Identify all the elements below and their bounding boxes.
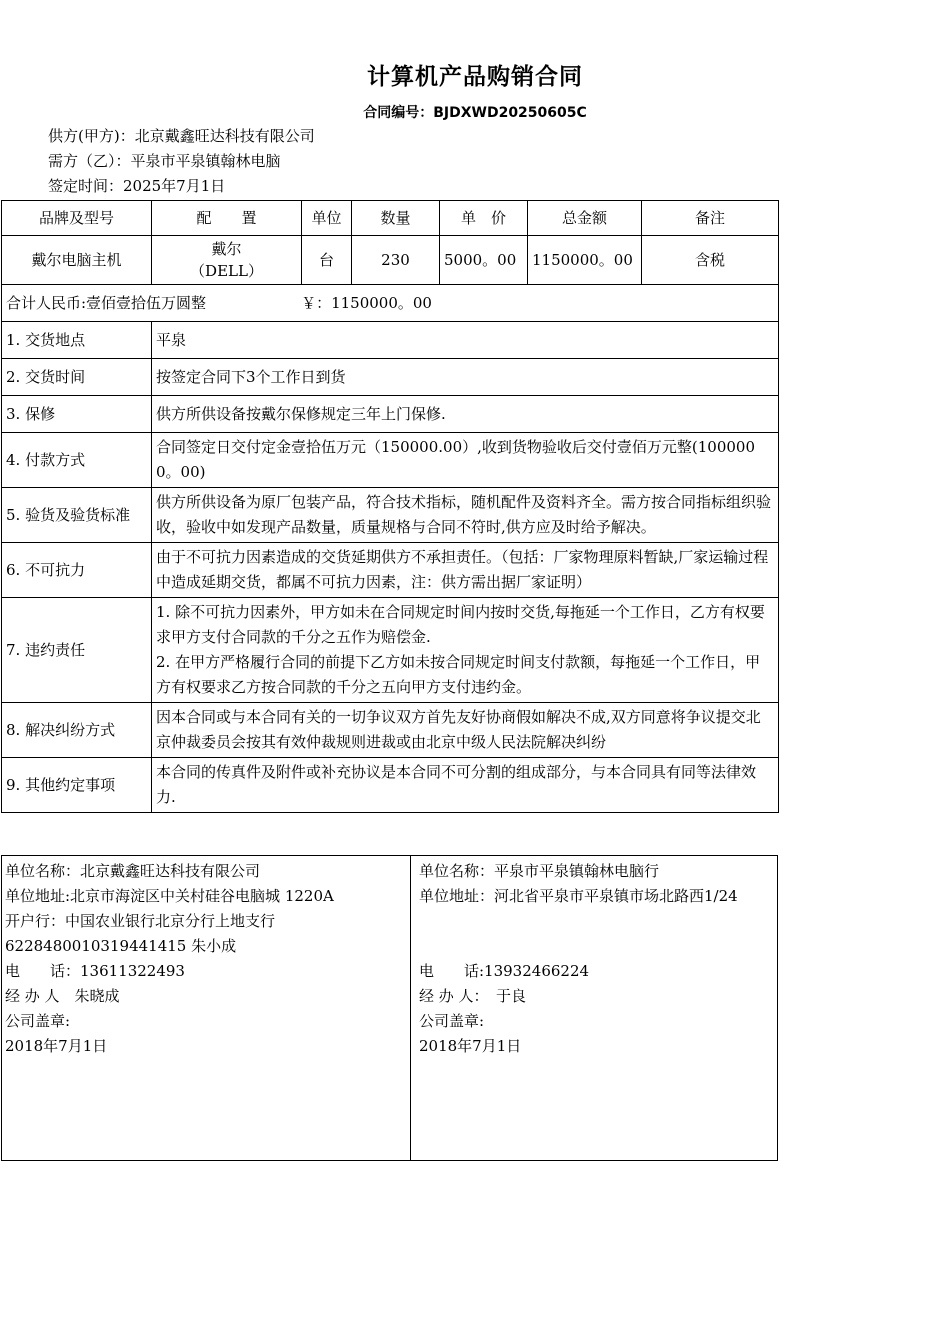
sum-row — [2, 285, 779, 322]
contract-number-label: 合同编号： — [363, 105, 434, 121]
signature-block — [1, 855, 778, 1161]
product-model: 戴尔电脑主机 — [2, 236, 152, 285]
product-unit: 台 — [302, 236, 352, 285]
party-a-account: 6228480010319441415 朱小成 — [5, 937, 237, 955]
party-b-phone: 电 话:13932466224 — [419, 962, 590, 980]
party-a-name: 单位名称：北京戴鑫旺达科技有限公司 — [5, 862, 261, 880]
product-config-dell: （DELL） — [190, 262, 263, 280]
term-row — [2, 488, 779, 543]
party-a-phone: 电 话：13611322493 — [5, 962, 185, 980]
contract-table — [1, 200, 779, 813]
term-text: 供方所供设备为原厂包装产品，符合技术指标，随机配件及资料齐全。需方按合同指标组织验收，验收中如发现产品数量，质量规格与合同不符时,供方应及时给予解决。 — [152, 488, 779, 543]
header-config: 配 置 — [152, 201, 302, 236]
party-b-handler: 经 办 人： 于良 — [419, 987, 527, 1005]
term-text: 平泉 — [152, 322, 779, 359]
buyer-line: 需方（乙）：平泉市平泉镇翰林电脑 — [48, 152, 281, 170]
term-label: 3. 保修 — [2, 396, 152, 433]
term-label: 8. 解决纠纷方式 — [2, 703, 152, 758]
sign-date-line: 签定时间：2025年7月1日 — [48, 177, 226, 195]
header-unit: 单位 — [302, 201, 352, 236]
term-label: 4. 付款方式 — [2, 433, 152, 488]
term-text: 合同签定日交付定金壹拾伍万元（150000.00）,收到货物验收后交付壹佰万元整(1000000。00) — [152, 433, 779, 488]
term-row — [2, 359, 779, 396]
party-b-seal: 公司盖章: — [419, 1012, 485, 1030]
product-remark: 含税 — [642, 236, 779, 285]
party-b-name: 单位名称：平泉市平泉镇翰林电脑行 — [419, 862, 660, 880]
party-b-date: 2018年7月1日 — [419, 1037, 522, 1055]
party-a-block — [2, 856, 411, 1160]
term-row — [2, 758, 779, 813]
term-text: 按签定合同下3个工作日到货 — [152, 359, 779, 396]
party-a-bank: 开户行：中国农业银行北京分行上地支行 — [5, 912, 276, 930]
term-row — [2, 598, 779, 703]
contract-number-value: BJDXWD20250605C — [433, 105, 587, 121]
supplier-line: 供方(甲方)：北京戴鑫旺达科技有限公司 — [48, 127, 315, 145]
product-total: 1150000。00 — [528, 236, 642, 285]
header-qty: 数量 — [352, 201, 440, 236]
term-text — [152, 598, 779, 703]
term-row — [2, 396, 779, 433]
term-label: 5. 验货及验货标准 — [2, 488, 152, 543]
term-text: 本合同的传真件及附件或补充协议是本合同不可分割的组成部分，与本合同具有同等法律效力. — [152, 758, 779, 813]
header-row — [2, 201, 779, 236]
term-label: 6. 不可抗力 — [2, 543, 152, 598]
term-row — [2, 433, 779, 488]
term-text: 供方所供设备按戴尔保修规定三年上门保修. — [152, 396, 779, 433]
sum-cell — [2, 285, 779, 322]
product-price: 5000。00 — [440, 236, 528, 285]
header-price: 单 价 — [440, 201, 528, 236]
sum-amount: ￥：1150000。00 — [301, 293, 432, 312]
product-qty: 230 — [352, 236, 440, 285]
term-row — [2, 322, 779, 359]
term-label: 2. 交货时间 — [2, 359, 152, 396]
contract-number — [0, 102, 950, 122]
term-label: 1. 交货地点 — [2, 322, 152, 359]
term-text-clause-1: 1. 除不可抗力因素外，甲方如未在合同规定时间内按时交货,每拖延一个工作日，乙方有权要求甲方支付合同款的千分之五作为赔偿金. — [156, 603, 765, 646]
term-row — [2, 703, 779, 758]
contract-title: 计算机产品购销合同 — [367, 64, 583, 90]
term-text: 由于不可抗力因素造成的交货延期供方不承担责任。（包括：厂家物理原料暂缺,厂家运输过程中造成延期交货，都属不可抗力因素，注：供方需出据厂家证明） — [152, 543, 779, 598]
header-remark: 备注 — [642, 201, 779, 236]
party-b-address: 单位地址：河北省平泉市平泉镇市场北路西1/24 — [419, 887, 738, 905]
party-a-handler: 经 办 人 朱晓成 — [5, 987, 120, 1005]
header-total: 总金额 — [528, 201, 642, 236]
party-a-date: 2018年7月1日 — [5, 1037, 108, 1055]
term-label: 7. 违约责任 — [2, 598, 152, 703]
term-row — [2, 543, 779, 598]
product-row — [2, 236, 779, 285]
term-text: 因本合同或与本合同有关的一切争议双方首先友好协商假如解决不成,双方同意将争议提交北京仲裁委员会按其有效仲裁规则进裁或由北京中级人民法院解决纠纷 — [152, 703, 779, 758]
party-a-address: 单位地址:北京市海淀区中关村硅谷电脑城 1220A — [5, 887, 334, 905]
party-a-seal: 公司盖章: — [5, 1012, 71, 1030]
sum-text: 合计人民币:壹佰壹拾伍万圆整 — [6, 293, 207, 312]
term-label: 9. 其他约定事项 — [2, 758, 152, 813]
header-model: 品牌及型号 — [2, 201, 152, 236]
term-text-clause-2: 2. 在甲方严格履行合同的前提下乙方如未按合同规定时间支付款额，每拖延一个工作日，甲方有权要求乙方按合同款的千分之五向甲方支付违约金。 — [156, 653, 761, 696]
product-config-brand: 戴尔 — [211, 240, 242, 258]
party-b-block — [411, 856, 777, 1160]
product-config — [152, 236, 302, 285]
